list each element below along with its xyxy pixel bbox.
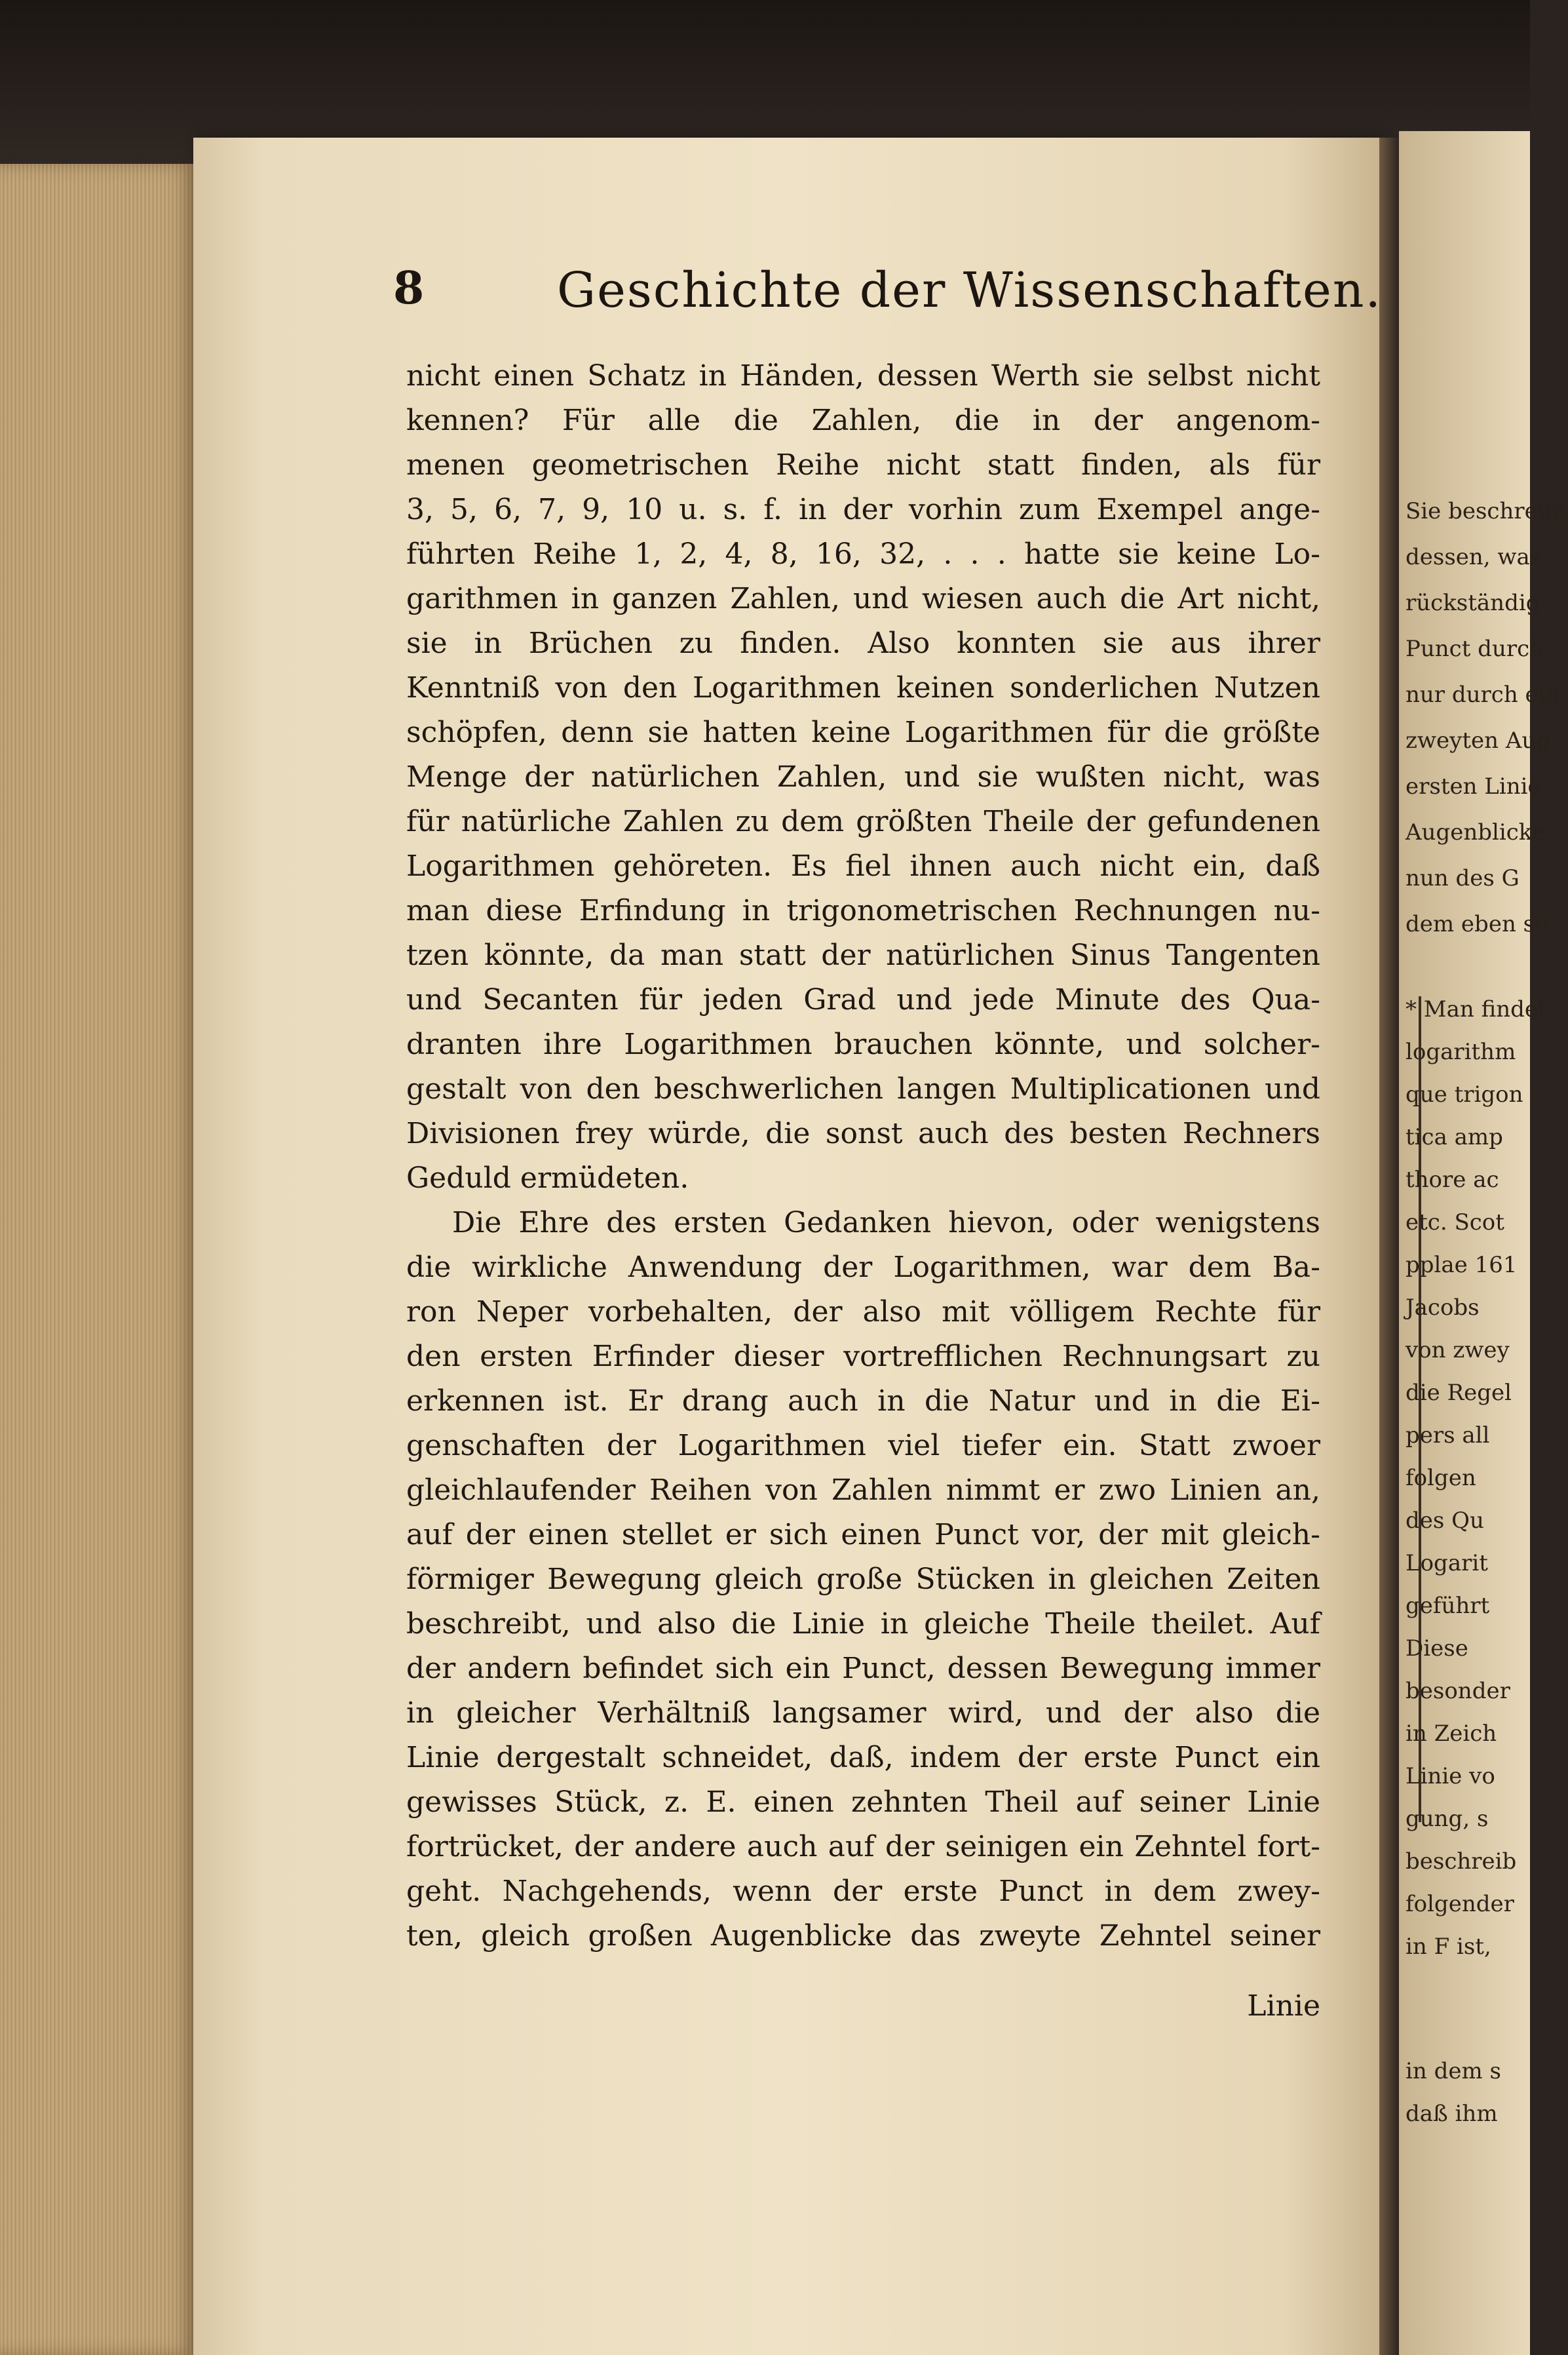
facing-line: * Man findet <box>1405 996 1547 1022</box>
text-line: geht. Nachgehends, wenn der erste Punct in dem zwey- <box>406 1875 1320 1908</box>
text-line: ron Neper vorbehalten, der also mit völligem Rechte für <box>406 1295 1320 1329</box>
text-line: beschreibt, und also die Linie in gleiche Theile theilet. Auf <box>406 1607 1320 1641</box>
facing-line: folgen <box>1405 1465 1476 1491</box>
text-line: in gleicher Verhältniß langsamer wird, und der also die <box>406 1696 1320 1730</box>
book-gutter <box>1379 138 1399 2355</box>
text-line: dranten ihre Logarithmen brauchen könnte, und solcher- <box>406 1028 1320 1061</box>
facing-line: des Qu <box>1405 1508 1484 1534</box>
text-line: Logarithmen gehöreten. Es fiel ihnen auch nicht ein, daß <box>406 849 1320 883</box>
facing-line: dessen, was <box>1405 544 1542 570</box>
facing-line: Punct durch <box>1405 636 1544 662</box>
text-line: für natürliche Zahlen zu dem größten Theile der gefundenen <box>406 805 1320 838</box>
text-line: sie in Brüchen zu finden. Also konnten sie aus ihrer <box>406 627 1320 660</box>
text-line: Linie dergestalt schneidet, daß, indem der erste Punct ein <box>406 1741 1320 1774</box>
text-line: Divisionen frey würde, die sonst auch des besten Rechners <box>406 1117 1320 1150</box>
facing-line: tica amp <box>1405 1124 1503 1150</box>
text-line: führten Reihe 1, 2, 4, 8, 16, 32, . . . hatte sie keine Lo- <box>406 537 1320 571</box>
text-line: auf der einen stellet er sich einen Punct vor, der mit gleich- <box>406 1518 1320 1551</box>
text-line: kennen? Für alle die Zahlen, die in der angenom- <box>406 404 1320 437</box>
text-line: und Secanten für jeden Grad und jede Minute des Qua- <box>406 983 1320 1017</box>
facing-line: von zwey <box>1405 1337 1510 1363</box>
page-number: 8 <box>393 262 425 315</box>
facing-line: pplae 161 <box>1405 1252 1518 1278</box>
text-line: Geduld ermüdeten. <box>406 1161 689 1195</box>
facing-line: dem eben so <box>1405 911 1548 937</box>
facing-line: die Regel <box>1405 1380 1512 1406</box>
text-line: fortrücket, der andere auch auf der seinigen ein Zehntel fort- <box>406 1830 1320 1863</box>
facing-line: Augenblicke <box>1405 819 1546 846</box>
facing-line: ersten Linie, <box>1405 773 1548 800</box>
text-line: Die Ehre des ersten Gedanken hievon, oder wenigstens <box>452 1206 1320 1239</box>
text-line: genschaften der Logarithmen viel tiefer ein. Statt zwoer <box>406 1429 1320 1462</box>
text-line: man diese Erfindung in trigonometrischen Rechnungen nu- <box>406 894 1320 927</box>
facing-line: thore ac <box>1405 1167 1499 1193</box>
text-line: die wirkliche Anwendung der Logarithmen, war dem Ba- <box>406 1251 1320 1284</box>
text-line: Kenntniß von den Logarithmen keinen sonderlichen Nutzen <box>406 671 1320 705</box>
facing-line: in dem s <box>1405 2058 1501 2084</box>
facing-line: logarithm <box>1405 1039 1516 1065</box>
body-text <box>406 354 1320 1958</box>
text-line: Menge der natürlichen Zahlen, und sie wußten nicht, was <box>406 760 1320 794</box>
facing-line: Jacobs <box>1405 1294 1480 1321</box>
page-header <box>393 262 1382 334</box>
facing-line: nur durch ein <box>1405 682 1560 708</box>
facing-line: folgender <box>1405 1891 1514 1917</box>
facing-line: in F ist, <box>1405 1934 1491 1960</box>
facing-line: Sie beschreibt <box>1405 498 1568 524</box>
facing-line: Logarit <box>1405 1550 1488 1576</box>
facing-page-fragment <box>1399 131 1568 2355</box>
facing-line: Linie vo <box>1405 1763 1495 1789</box>
facing-line: nun des G <box>1405 865 1520 891</box>
text-line: erkennen ist. Er drang auch in die Natur und in die Ei- <box>406 1384 1320 1418</box>
facing-line: Diese <box>1405 1635 1468 1662</box>
facing-line: in Zeich <box>1405 1721 1497 1747</box>
facing-line: daß ihm <box>1405 2101 1498 2127</box>
facing-line: rückständig <box>1405 590 1540 616</box>
text-line: menen geometrischen Reihe nicht statt finden, als für <box>406 448 1320 482</box>
text-line: nicht einen Schatz in Händen, dessen Werth sie selbst nicht <box>406 359 1320 393</box>
facing-line: beschreib <box>1405 1848 1517 1875</box>
text-line: schöpfen, denn sie hatten keine Logarithmen für die größte <box>406 716 1320 749</box>
facing-line: besonder <box>1405 1678 1510 1704</box>
text-line: gestalt von den beschwerlichen langen Multiplicationen und <box>406 1072 1320 1106</box>
text-line: gleichlaufender Reihen von Zahlen nimmt er zwo Linien an, <box>406 1473 1320 1507</box>
catchword: Linie <box>1247 1989 1320 2023</box>
text-line: gewisses Stück, z. E. einen zehnten Theil auf seiner Linie <box>406 1785 1320 1819</box>
text-line: der andern befindet sich ein Punct, dessen Bewegung immer <box>406 1652 1320 1685</box>
facing-line: zweyten Aug <box>1405 728 1551 754</box>
facing-line: geführt <box>1405 1593 1490 1619</box>
running-title: Geschichte der Wissenschaften. <box>557 262 1382 319</box>
text-line: ten, gleich großen Augenblicke das zweyte Zehntel seiner <box>406 1919 1320 1953</box>
text-line: förmiger Bewegung gleich große Stücken in gleichen Zeiten <box>406 1563 1320 1596</box>
text-line: 3, 5, 6, 7, 9, 10 u. s. f. in der vorhin zum Exempel ange- <box>406 493 1320 526</box>
text-line: den ersten Erfinder dieser vortrefflichen Rechnungsart zu <box>406 1340 1320 1373</box>
facing-line: pers all <box>1405 1422 1490 1449</box>
facing-line: etc. Scot <box>1405 1209 1504 1236</box>
book-page-edges <box>0 164 197 2355</box>
facing-line: gung, s <box>1405 1806 1489 1832</box>
facing-line: que trigon <box>1405 1081 1523 1108</box>
text-line: tzen könnte, da man statt der natürlichen Sinus Tangenten <box>406 939 1320 972</box>
text-line: garithmen in ganzen Zahlen, und wiesen auch die Art nicht, <box>406 582 1320 615</box>
